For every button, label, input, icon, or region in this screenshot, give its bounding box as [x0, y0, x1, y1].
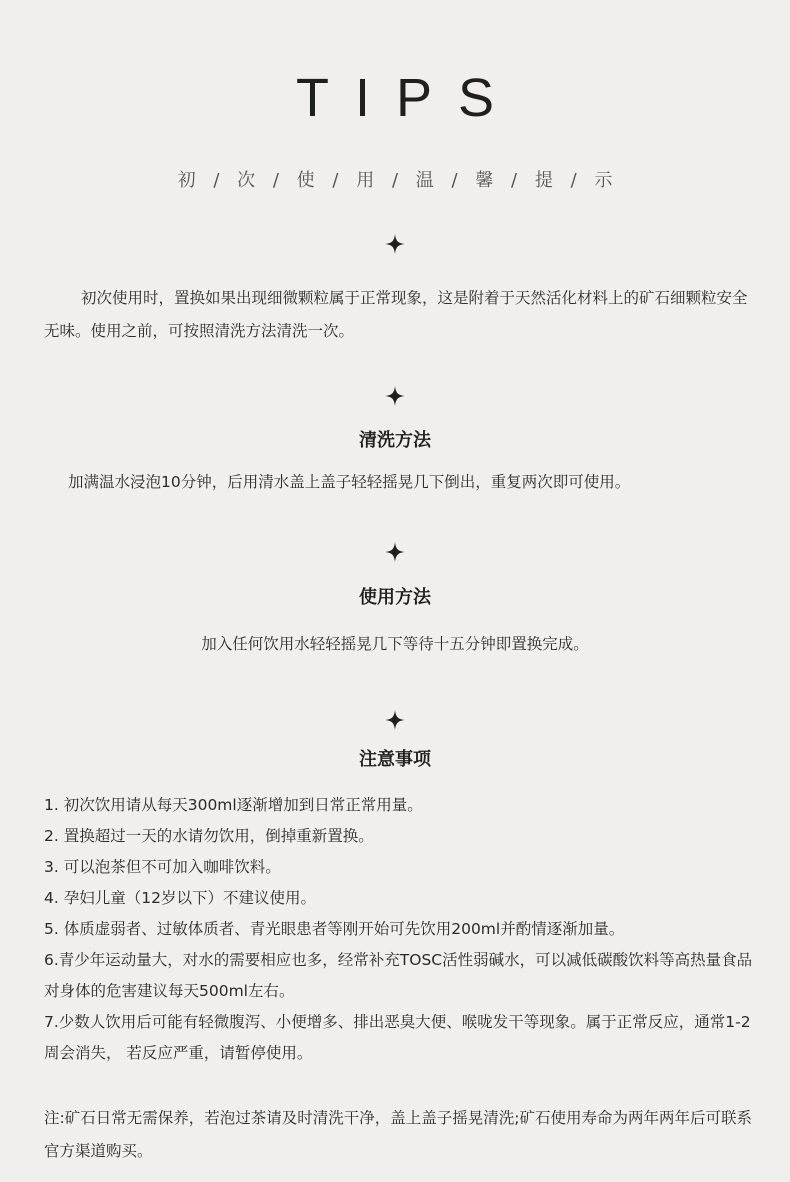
subtitle-separator: / [451, 170, 458, 191]
subtitle-separator: / [332, 170, 339, 191]
usage-text: 加入任何饮用水轻轻摇晃几下等待十五分钟即置换完成。 [201, 635, 589, 653]
list-item: 4. 孕妇儿童（12岁以下）不建议使用。 [44, 889, 316, 907]
usage-heading: 使用方法 [359, 587, 431, 608]
intro-paragraph: 初次使用时，置换如果出现细微颗粒属于正常现象，这是附着于天然活化材料上的矿石细颗粒安全无味。使用之前，可按照清洗方法清洗一次。 [44, 289, 748, 340]
subtitle-separator: / [272, 170, 279, 191]
list-item: 3. 可以泡茶但不可加入咖啡饮料。 [44, 858, 281, 876]
subtitle-char: 次 [237, 170, 256, 191]
subtitle-char: 馨 [475, 170, 494, 191]
sparkle-icon [0, 234, 790, 256]
subtitle-separator: / [391, 170, 399, 191]
subtitle-char: 提 [534, 170, 553, 191]
subtitle-char: 用 [356, 170, 375, 191]
list-item: 5. 体质虚弱者、过敏体质者、青光眼患者等刚开始可先饮用200ml并酌情逐渐加量。 [44, 920, 625, 938]
sparkle-icon [0, 542, 790, 564]
subtitle-char: 温 [415, 170, 434, 191]
footnote: 注:矿石日常无需保养，若泡过茶请及时清洗干净，盖上盖子摇晃清洗;矿石使用寿命为两年两年后可联系官方渠道购买。 [44, 1109, 752, 1160]
list-item: 6.青少年运动量大，对水的需要相应也多，经常补充TOSC活性弱碱水，可以减低碳酸饮料等高热量食品对身体的危害建议每天500ml左右。 [44, 951, 753, 1000]
sparkle-icon [0, 386, 790, 408]
notes-list [44, 790, 756, 1069]
page-title: TIPS [295, 68, 521, 128]
cleaning-heading: 清洗方法 [359, 430, 431, 451]
subtitle-separator: / [213, 170, 220, 191]
subtitle-separator: / [511, 170, 518, 191]
subtitle-char: 使 [296, 170, 315, 191]
subtitle-separator: / [570, 170, 577, 191]
sparkle-icon [0, 710, 790, 732]
list-item: 2. 置换超过一天的水请勿饮用，倒掉重新置换。 [44, 827, 374, 845]
subtitle-char: 示 [594, 170, 613, 191]
notes-heading: 注意事项 [359, 749, 431, 770]
cleaning-text: 加满温水浸泡10分钟，后用清水盖上盖子轻轻摇晃几下倒出，重复两次即可使用。 [68, 473, 631, 491]
list-item: 1. 初次饮用请从每天300ml逐渐增加到日常正常用量。 [44, 796, 423, 814]
subtitle-char: 初 [177, 170, 196, 191]
list-item: 7.少数人饮用后可能有轻微腹泻、小便增多、排出恶臭大便、喉咙发干等现象。属于正常反应，通常1-2周会消失， 若反应严重，请暂停使用。 [44, 1013, 751, 1062]
page-subtitle [0, 168, 790, 194]
